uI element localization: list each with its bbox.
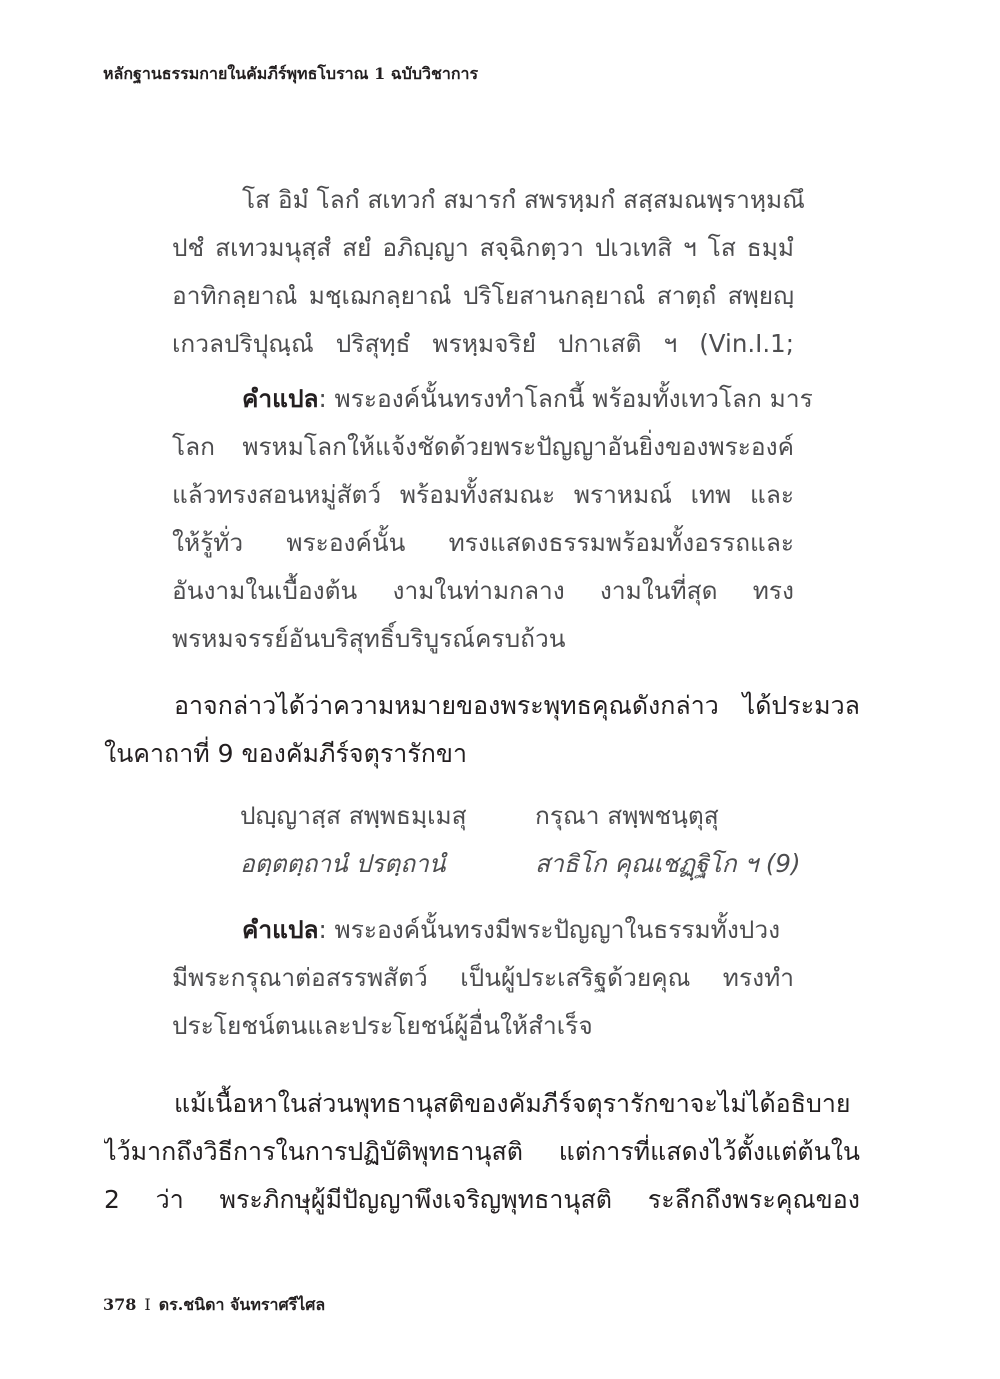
body-paragraph-1: [104, 682, 860, 778]
verse-left: ปญฺญาสฺส สพฺพธมฺเมสุ: [240, 801, 467, 830]
translation-block-1: [172, 375, 813, 663]
translation-label: คำแปล: [242, 384, 319, 413]
pali-line: ปชํ สเทวมนุสฺสํ สยํ อภิญฺญา สจฺฉิกตฺวา ปเวเทสิ ฯ โส ธมฺมํ: [172, 233, 794, 262]
translation-line: ให้รู้ทั่ว พระองค์นั้น ทรงแสดงธรรมพร้อมทั้งอรรถและ: [172, 528, 794, 557]
verse-row: [240, 792, 795, 840]
translation-line: พรหมจรรย์อันบริสุทธิ์บริบูรณ์ครบถ้วน: [172, 624, 566, 653]
pali-passage: [172, 176, 805, 368]
pali-line: อาทิกลฺยาณํ มชฺเฌกลฺยาณํ ปริโยสานกลฺยาณํ สาตฺถํ สพฺยญฺ: [172, 281, 794, 310]
paragraph-line: ไว้มากถึงวิธีการในการปฏิบัติพุทธานุสติ แต่การที่แสดงไว้ตั้งแต่ต้นใน: [104, 1137, 860, 1166]
paragraph-line: ในคาถาที่ 9 ของคัมภีร์จตุรารักขา: [104, 739, 467, 768]
pali-line: เกวลปริปุณฺณํ ปริสุทฺธํ พรหฺมจริยํ ปกาเสติ ฯ (Vin.I.1;: [172, 329, 794, 358]
translation-line: โลก พรหมโลกให้แจ้งชัดด้วยพระปัญญาอันยิ่งของพระองค์: [172, 432, 794, 461]
translation-block-2: [172, 906, 794, 1050]
verse-right: สาธิโก คุณเชฏฺฐิโก ฯ (9): [535, 849, 801, 878]
pali-verse: [240, 792, 801, 888]
body-paragraph-2: [104, 1080, 860, 1224]
paragraph-line: 2 ว่า พระภิกษุผู้มีปัญญาพึงเจริญพุทธานุสติ ระลึกถึงพระคุณของ: [104, 1185, 860, 1214]
translation-label: คำแปล: [242, 915, 319, 944]
page-number: 378: [103, 1295, 137, 1314]
page-footer: [103, 1293, 325, 1318]
translation-text: : พระองค์นั้นทรงทำโลกนี้ พร้อมทั้งเทวโลก มาร: [318, 384, 813, 413]
translation-first-line: [172, 375, 813, 423]
translation-text: : พระองค์นั้นทรงมีพระปัญญาในธรรมทั้งปวง: [318, 915, 781, 944]
footer-separator: I: [144, 1295, 151, 1314]
translation-line: อันงามในเบื้องต้น งามในท่ามกลาง งามในที่สุด ทรง: [172, 576, 794, 605]
author-name: ดร.ชนิดา จันทราศรีไศล: [158, 1295, 326, 1314]
pali-line: โส อิมํ โลกํ สเทวกํ สมารกํ สพรหฺมกํ สสฺสมณพฺราหฺมณึ: [242, 185, 805, 214]
translation-first-line: [172, 906, 794, 954]
translation-line: แล้วทรงสอนหมู่สัตว์ พร้อมทั้งสมณะ พราหมณ์ เทพ และ: [172, 480, 794, 509]
verse-right: กรุณา สพฺพชนฺตุสุ: [535, 801, 719, 830]
translation-line: มีพระกรุณาต่อสรรพสัตว์ เป็นผู้ประเสริฐด้วยคุณ ทรงทำ: [172, 963, 794, 992]
running-header: หลักฐานธรรมกายในคัมภีร์พุทธโบราณ 1 ฉบับวิชาการ: [103, 64, 479, 83]
verse-left: อตฺตตฺถานํ ปรตฺถานํ: [240, 849, 446, 878]
paragraph-line: แม้เนื้อหาในส่วนพุทธานุสติของคัมภีร์จตุรารักขาจะไม่ได้อธิบาย: [174, 1089, 851, 1118]
verse-row: [240, 840, 801, 888]
paragraph-line: อาจกล่าวได้ว่าความหมายของพระพุทธคุณดังกล่าว ได้ประมวล: [174, 691, 860, 720]
translation-line: ประโยชน์ตนและประโยชน์ผู้อื่นให้สำเร็จ: [172, 1011, 593, 1040]
